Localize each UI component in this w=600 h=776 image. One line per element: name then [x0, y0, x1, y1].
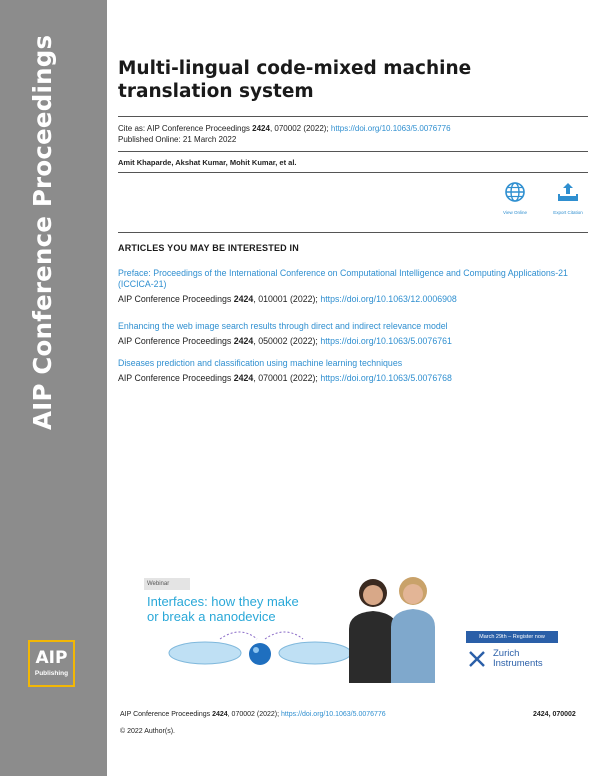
article-title: Multi-lingual code-mixed machine translation system: [118, 58, 472, 102]
ad-headline-line: or break a nanodevice: [147, 609, 276, 624]
cite-doi-link[interactable]: https://doi.org/10.1063/5.0076776: [330, 124, 451, 133]
published-date: Published Online: 21 March 2022: [118, 135, 237, 144]
cite-volume: 2424: [252, 124, 270, 133]
footer-page-id: 2424, 070002: [533, 711, 576, 718]
related-volume: 2424: [233, 294, 254, 304]
globe-icon: [504, 181, 526, 203]
related-volume: 2424: [233, 336, 254, 346]
ad-headline-line: Interfaces: how they make: [147, 594, 299, 609]
footer-citation: [120, 711, 386, 718]
footer-doi-link[interactable]: https://doi.org/10.1063/5.0076776: [281, 711, 386, 718]
related-journal: AIP Conference Proceedings: [118, 336, 234, 346]
related-doi-link[interactable]: https://doi.org/10.1063/5.0076761: [320, 336, 452, 346]
register-now-button[interactable]: March 29th – Register now: [466, 631, 558, 643]
related-rest: , 070001 (2022);: [253, 373, 321, 383]
webinar-tag: Webinar: [144, 578, 190, 590]
related-rest: , 010001 (2022);: [253, 294, 321, 304]
related-doi-link[interactable]: https://doi.org/10.1063/12.0006908: [320, 294, 457, 304]
footer-cite-rest: , 070002 (2022);: [227, 711, 281, 718]
nanodevice-illustration-icon: [165, 627, 355, 677]
presenters-photo-icon: [335, 571, 455, 683]
related-volume: 2424: [233, 373, 254, 383]
related-journal: AIP Conference Proceedings: [118, 373, 234, 383]
related-article-citation: [118, 336, 568, 347]
divider: [118, 116, 588, 117]
export-icon: [557, 181, 579, 203]
footer-cite-prefix: AIP Conference Proceedings: [120, 711, 213, 718]
brand-line: Instruments: [493, 658, 543, 669]
related-article-citation: [118, 294, 568, 305]
authors: Amit Khaparde, Akshat Kumar, Mohit Kumar, et al.: [118, 158, 297, 167]
divider: [118, 232, 588, 233]
brand-line: Zurich: [493, 648, 520, 659]
related-article-title-link[interactable]: Diseases prediction and classification using machine learning techniques: [118, 358, 403, 368]
related-doi-link[interactable]: https://doi.org/10.1063/5.0076768: [320, 373, 452, 383]
webinar-advertisement[interactable]: [125, 567, 575, 685]
zurich-instruments-logo-icon: [468, 650, 486, 668]
related-articles-heading: ARTICLES YOU MAY BE INTERESTED IN: [118, 243, 299, 253]
footer-cite-volume: 2424: [212, 711, 228, 718]
related-article: [118, 268, 568, 305]
logo-sub-text: Publishing: [34, 670, 69, 677]
related-rest: , 050002 (2022);: [253, 336, 321, 346]
footer-copyright: © 2022 Author(s).: [120, 728, 175, 735]
cite-prefix: Cite as: AIP Conference Proceedings: [118, 124, 253, 133]
journal-title: AIP Conference Proceedings: [28, 34, 57, 430]
view-online-button[interactable]: [493, 181, 537, 215]
related-article-title-link[interactable]: Preface: Proceedings of the International Conference on Computational Intelligence and Computing Applications-21 (ICCICA-21): [118, 268, 568, 289]
related-article: [118, 321, 568, 347]
divider: [118, 172, 588, 173]
cite-rest: , 070002 (2022);: [269, 124, 331, 133]
divider: [118, 151, 588, 152]
aip-publishing-logo[interactable]: [28, 640, 75, 687]
zurich-instruments-brand: [493, 649, 543, 669]
ad-headline: [147, 594, 299, 624]
related-article: [118, 358, 568, 384]
related-journal: AIP Conference Proceedings: [118, 294, 234, 304]
export-citation-button[interactable]: [546, 181, 590, 215]
export-citation-label: Export Citation: [553, 210, 583, 215]
related-article-citation: [118, 373, 568, 384]
citation-line: [118, 123, 451, 134]
journal-sidebar: [0, 0, 107, 776]
logo-main-text: AIP: [35, 648, 68, 668]
view-online-label: View Online: [503, 210, 527, 215]
related-article-title-link[interactable]: Enhancing the web image search results through direct and indirect relevance model: [118, 321, 448, 331]
